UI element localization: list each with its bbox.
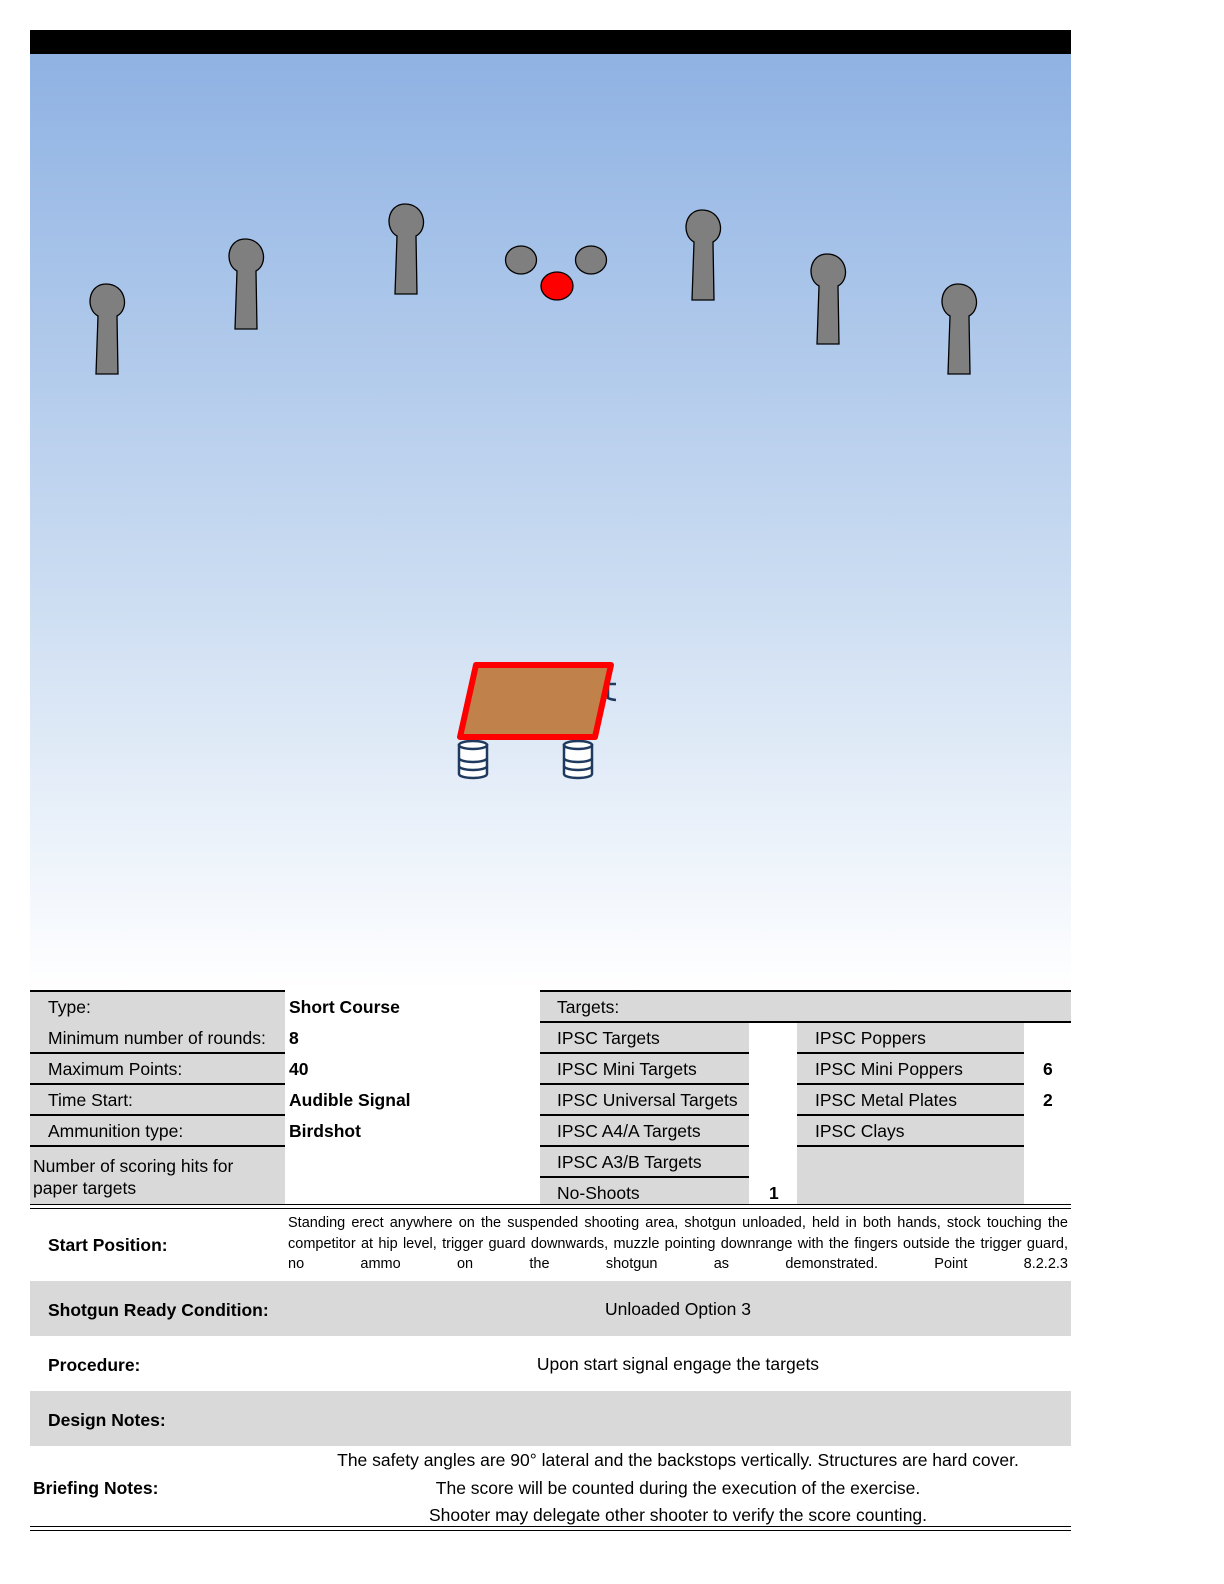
target-label: IPSC Poppers (815, 1028, 926, 1048)
design-notes-row (30, 1391, 1071, 1446)
mini-popper-6 (942, 284, 977, 374)
target-label: IPSC Metal Plates (815, 1090, 957, 1110)
type-label: Type: (48, 997, 91, 1017)
type-value: Short Course (289, 997, 400, 1017)
metal-plate-1 (506, 246, 537, 274)
target-label: IPSC Universal Targets (557, 1090, 738, 1110)
stage-drawing (30, 54, 1071, 990)
header-bar (30, 30, 1071, 54)
start-position-text: Standing erect anywhere on the suspended shooting area, shotgun unloaded, held in both hands, stock touching the competitor at hip level, trigger guard downwards, muzzle pointing downrange with the fingers outside the trigger guard, no ammo on the shotgun as demonstrated. Point 8.2.2.3 (288, 1215, 1068, 1272)
table-divider (30, 1204, 1071, 1209)
target-label: IPSC Clays (815, 1121, 905, 1141)
footer-divider (30, 1526, 1071, 1531)
min-rounds-label: Minimum number of rounds: (48, 1028, 266, 1048)
scoring-hits-label-1: Number of scoring hits for (33, 1156, 234, 1176)
procedure-value: Upon start signal engage the targets (536, 1354, 820, 1374)
suspended-platform (460, 665, 611, 737)
metal-plate-2 (576, 246, 607, 274)
ready-condition-value: Unloaded Option 3 (605, 1299, 751, 1319)
max-points-value: 40 (289, 1059, 309, 1079)
mini-popper-3 (389, 204, 424, 294)
min-rounds-value: 8 (289, 1028, 299, 1048)
mini-popper-5 (811, 254, 846, 344)
target-label: No-Shoots (557, 1183, 640, 1203)
barrel-left (459, 741, 487, 778)
max-points-label: Maximum Points: (48, 1059, 183, 1079)
target-count: 2 (1043, 1090, 1053, 1110)
target-label: IPSC A4/A Targets (557, 1121, 701, 1141)
no-shoot-plate (541, 272, 573, 300)
stage-diagram (30, 54, 1071, 990)
design-notes-label: Design Notes: (48, 1410, 166, 1430)
ammo-value: Birdshot (289, 1121, 361, 1141)
targets-label: Targets: (557, 997, 620, 1017)
procedure-label: Procedure: (48, 1355, 141, 1375)
time-start-label: Time Start: (48, 1090, 133, 1110)
briefing-notes-label: Briefing Notes: (33, 1478, 159, 1498)
scoring-hits-label-2: paper targets (33, 1178, 137, 1198)
target-label: IPSC Targets (557, 1028, 660, 1048)
mini-popper-2 (229, 239, 264, 329)
briefing-line: The safety angles are 90° lateral and the backstops vertically. Structures are hard cover. (337, 1450, 1019, 1470)
barrel-right (564, 741, 592, 778)
target-count: 6 (1043, 1059, 1053, 1079)
target-count: 1 (769, 1183, 779, 1203)
start-position-label: Start Position: (48, 1235, 168, 1255)
briefing-line: Shooter may delegate other shooter to verify the score counting. (428, 1505, 928, 1525)
time-start-value: Audible Signal (289, 1090, 411, 1110)
target-label: IPSC A3/B Targets (557, 1152, 702, 1172)
target-label: IPSC Mini Targets (557, 1059, 697, 1079)
ready-condition-label: Shotgun Ready Condition: (48, 1300, 269, 1320)
target-label: IPSC Mini Poppers (815, 1059, 963, 1079)
briefing-line: The score will be counted during the execution of the exercise. (435, 1478, 921, 1498)
mini-popper-4 (686, 210, 721, 300)
mini-popper-1 (90, 284, 125, 374)
ammo-label: Ammunition type: (48, 1121, 184, 1141)
